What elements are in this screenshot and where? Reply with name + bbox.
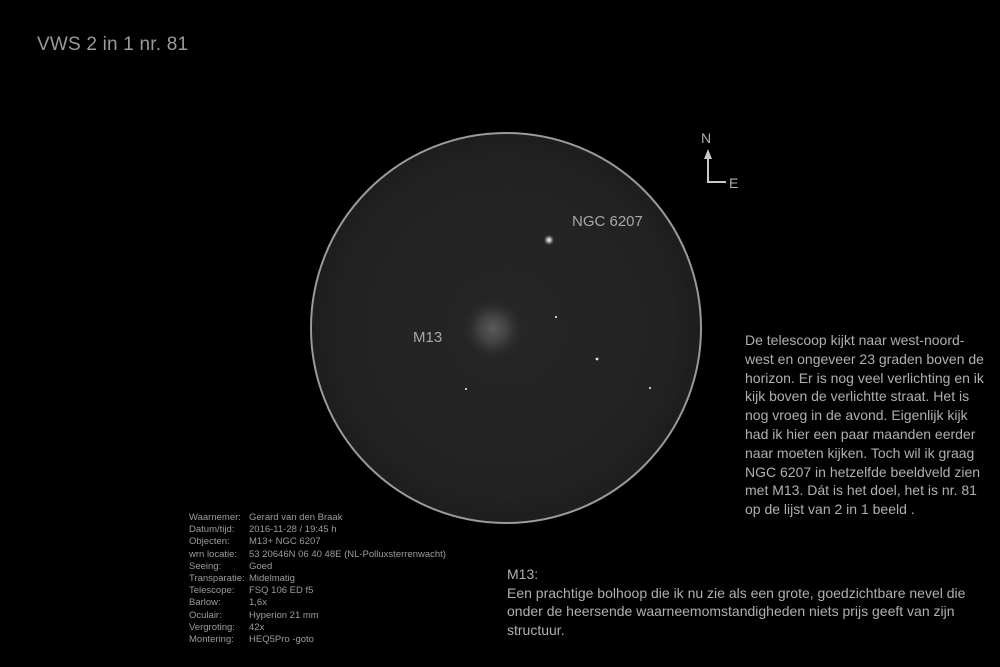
table-row: [189, 536, 446, 548]
compass-east-label: E: [729, 175, 739, 191]
star: [555, 316, 557, 318]
m13-note: [507, 565, 992, 639]
detail-value: 2016-11-28 / 19:45 h: [249, 524, 337, 536]
detail-key: Barlow:: [189, 597, 221, 609]
detail-key: Telescope:: [189, 585, 235, 597]
detail-value: 42x: [249, 621, 265, 633]
detail-value: Gerard van den Braak: [249, 512, 343, 523]
table-row: [189, 634, 446, 646]
table-row: [189, 524, 446, 536]
m13-note-text: Een prachtige bolhoop die ik nu zie als een grote, goedzichtbare nevel die onder de heersende waarneemomstandigheden niets prijs geeft van zijn structuur.: [507, 584, 966, 638]
table-row: [189, 585, 446, 597]
detail-key: wrn locatie:: [189, 548, 238, 560]
detail-value: HEQ5Pro -goto: [249, 634, 314, 646]
table-row: [189, 610, 446, 622]
m13-note-heading: M13:: [507, 566, 539, 582]
detail-value: Midelmatig: [249, 573, 295, 585]
detail-key: Datum/tijd:: [189, 524, 235, 536]
detail-key: Montering:: [189, 634, 234, 646]
star: [596, 358, 599, 361]
table-row: [189, 512, 446, 524]
compass-arrows: [704, 149, 726, 182]
star: [649, 387, 651, 389]
detail-key: Transparatie:: [189, 573, 245, 585]
detail-value: 53 20646N 06 40 48E (NL-Polluxsterrenwacht): [249, 548, 446, 560]
detail-key: Vergroting:: [189, 621, 235, 633]
sketch-title: VWS 2 in 1 nr. 81: [37, 34, 189, 55]
compass-north-label: N: [701, 130, 712, 146]
detail-key: Waarnemer:: [189, 512, 241, 523]
detail-value: Hyperion 21 mm: [249, 609, 319, 621]
detail-value: Goed: [249, 560, 273, 572]
detail-key: Oculair:: [189, 609, 222, 621]
detail-key: Objecten:: [189, 536, 230, 548]
m13-label: M13: [413, 329, 443, 346]
star: [465, 388, 467, 390]
ngc6207-label: NGC 6207: [572, 213, 643, 230]
detail-value: 1,6x: [249, 597, 267, 609]
m13-nebula: [461, 297, 525, 361]
observation-description: De telescoop kijkt naar west-noord-west en ongeveer 23 graden boven de horizon. Er is nog veel verlichting en ik kijk boven de verlichtte straat. Het is nog vroeg in de avond. Eigenlijk kijk had ik hier een paar maanden eerder naar moeten kijken. Toch wil ik graag NGC 6207 in hetzelfde beeldveld zien met M13. Dát is het doel, het is nr. 81 op de lijst van 2 in 1 beeld .: [745, 332, 984, 518]
table-row: [189, 597, 446, 609]
table-row: [189, 622, 446, 634]
ngc6207-galaxy: [543, 234, 555, 246]
table-row: [189, 561, 446, 573]
table-row: [189, 573, 446, 585]
detail-value: M13+ NGC 6207: [249, 536, 321, 548]
detail-value: FSQ 106 ED f5: [249, 585, 314, 597]
observation-details-table: [189, 512, 446, 646]
table-row: [189, 549, 446, 561]
detail-key: Seeing:: [189, 560, 222, 572]
